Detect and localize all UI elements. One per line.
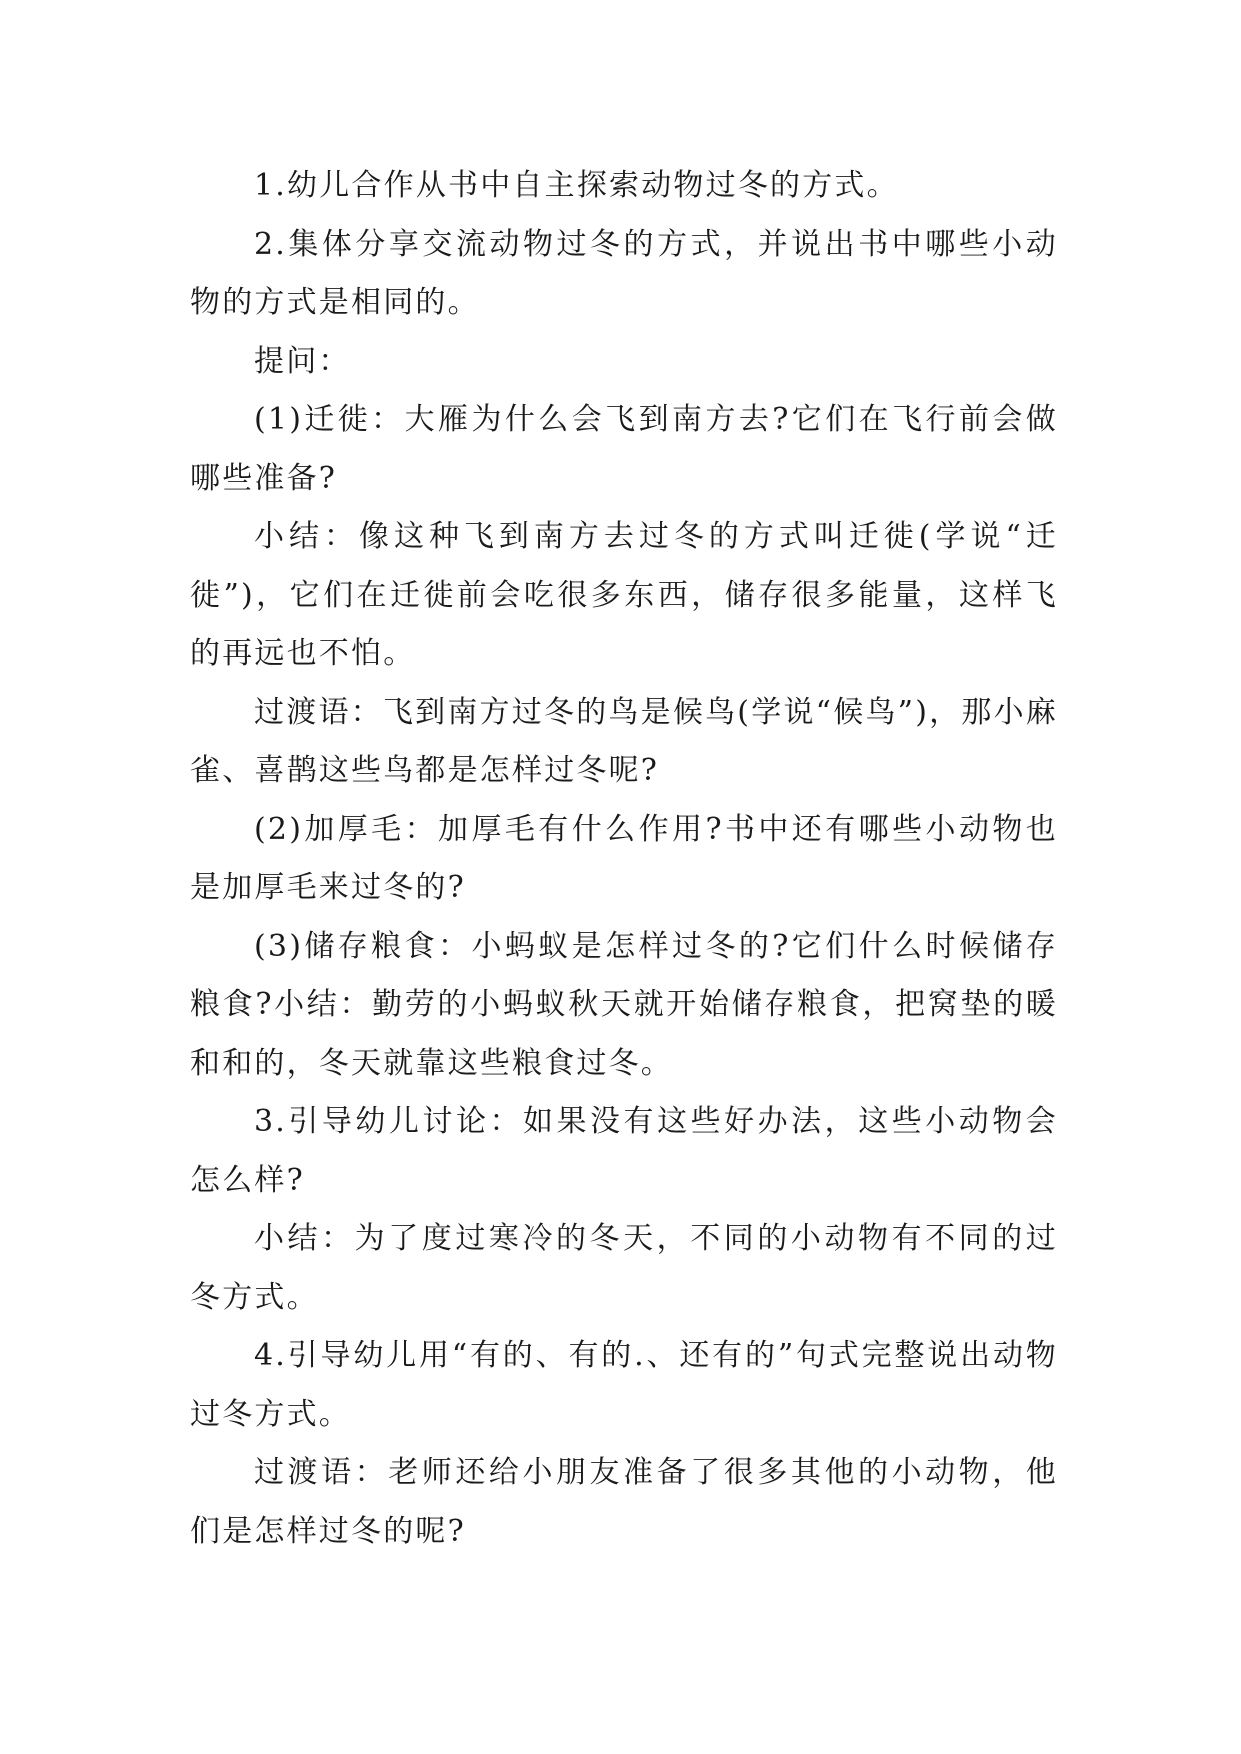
paragraph-step-3: 3.引导幼儿讨论：如果没有这些好办法，这些小动物会怎么样? xyxy=(190,1104,1058,1198)
paragraph-summary-migration: 小结：像这种飞到南方去过冬的方式叫迁徙(学说“迁徙”)，它们在迁徙前会吃很多东西，储存很多能量，这样飞的再远也不怕。 xyxy=(190,519,1058,671)
paragraph-step-4: 4.引导幼儿用“有的、有的.、还有的”句式完整说出动物过冬方式。 xyxy=(190,1338,1058,1432)
document-body xyxy=(190,157,1058,1561)
paragraph-step-2: 2.集体分享交流动物过冬的方式，并说出书中哪些小动物的方式是相同的。 xyxy=(190,226,1058,320)
paragraph-transition-birds: 过渡语：飞到南方过冬的鸟是候鸟(学说“候鸟”)，那小麻雀、喜鹊这些鸟都是怎样过冬呢? xyxy=(190,694,1058,788)
paragraph-questions-heading: 提问： xyxy=(254,343,351,379)
paragraph-summary-winter: 小结：为了度过寒冷的冬天，不同的小动物有不同的过冬方式。 xyxy=(190,1221,1058,1315)
paragraph-question-food-storage: (3)储存粮食：小蚂蚁是怎样过冬的?它们什么时候储存粮食?小结：勤劳的小蚂蚁秋天就开始储存粮食，把窝垫的暖和和的，冬天就靠这些粮食过冬。 xyxy=(190,928,1058,1081)
paragraph-step-1: 1.幼儿合作从书中自主探索动物过冬的方式。 xyxy=(254,168,899,203)
paragraph-transition-other-animals: 过渡语：老师还给小朋友准备了很多其他的小动物，他们是怎样过冬的呢? xyxy=(190,1455,1058,1549)
paragraph-question-fur: (2)加厚毛：加厚毛有什么作用?书中还有哪些小动物也是加厚毛来过冬的? xyxy=(190,811,1058,905)
paragraph-question-migration: (1)迁徙：大雁为什么会飞到南方去?它们在飞行前会做哪些准备? xyxy=(190,402,1058,496)
